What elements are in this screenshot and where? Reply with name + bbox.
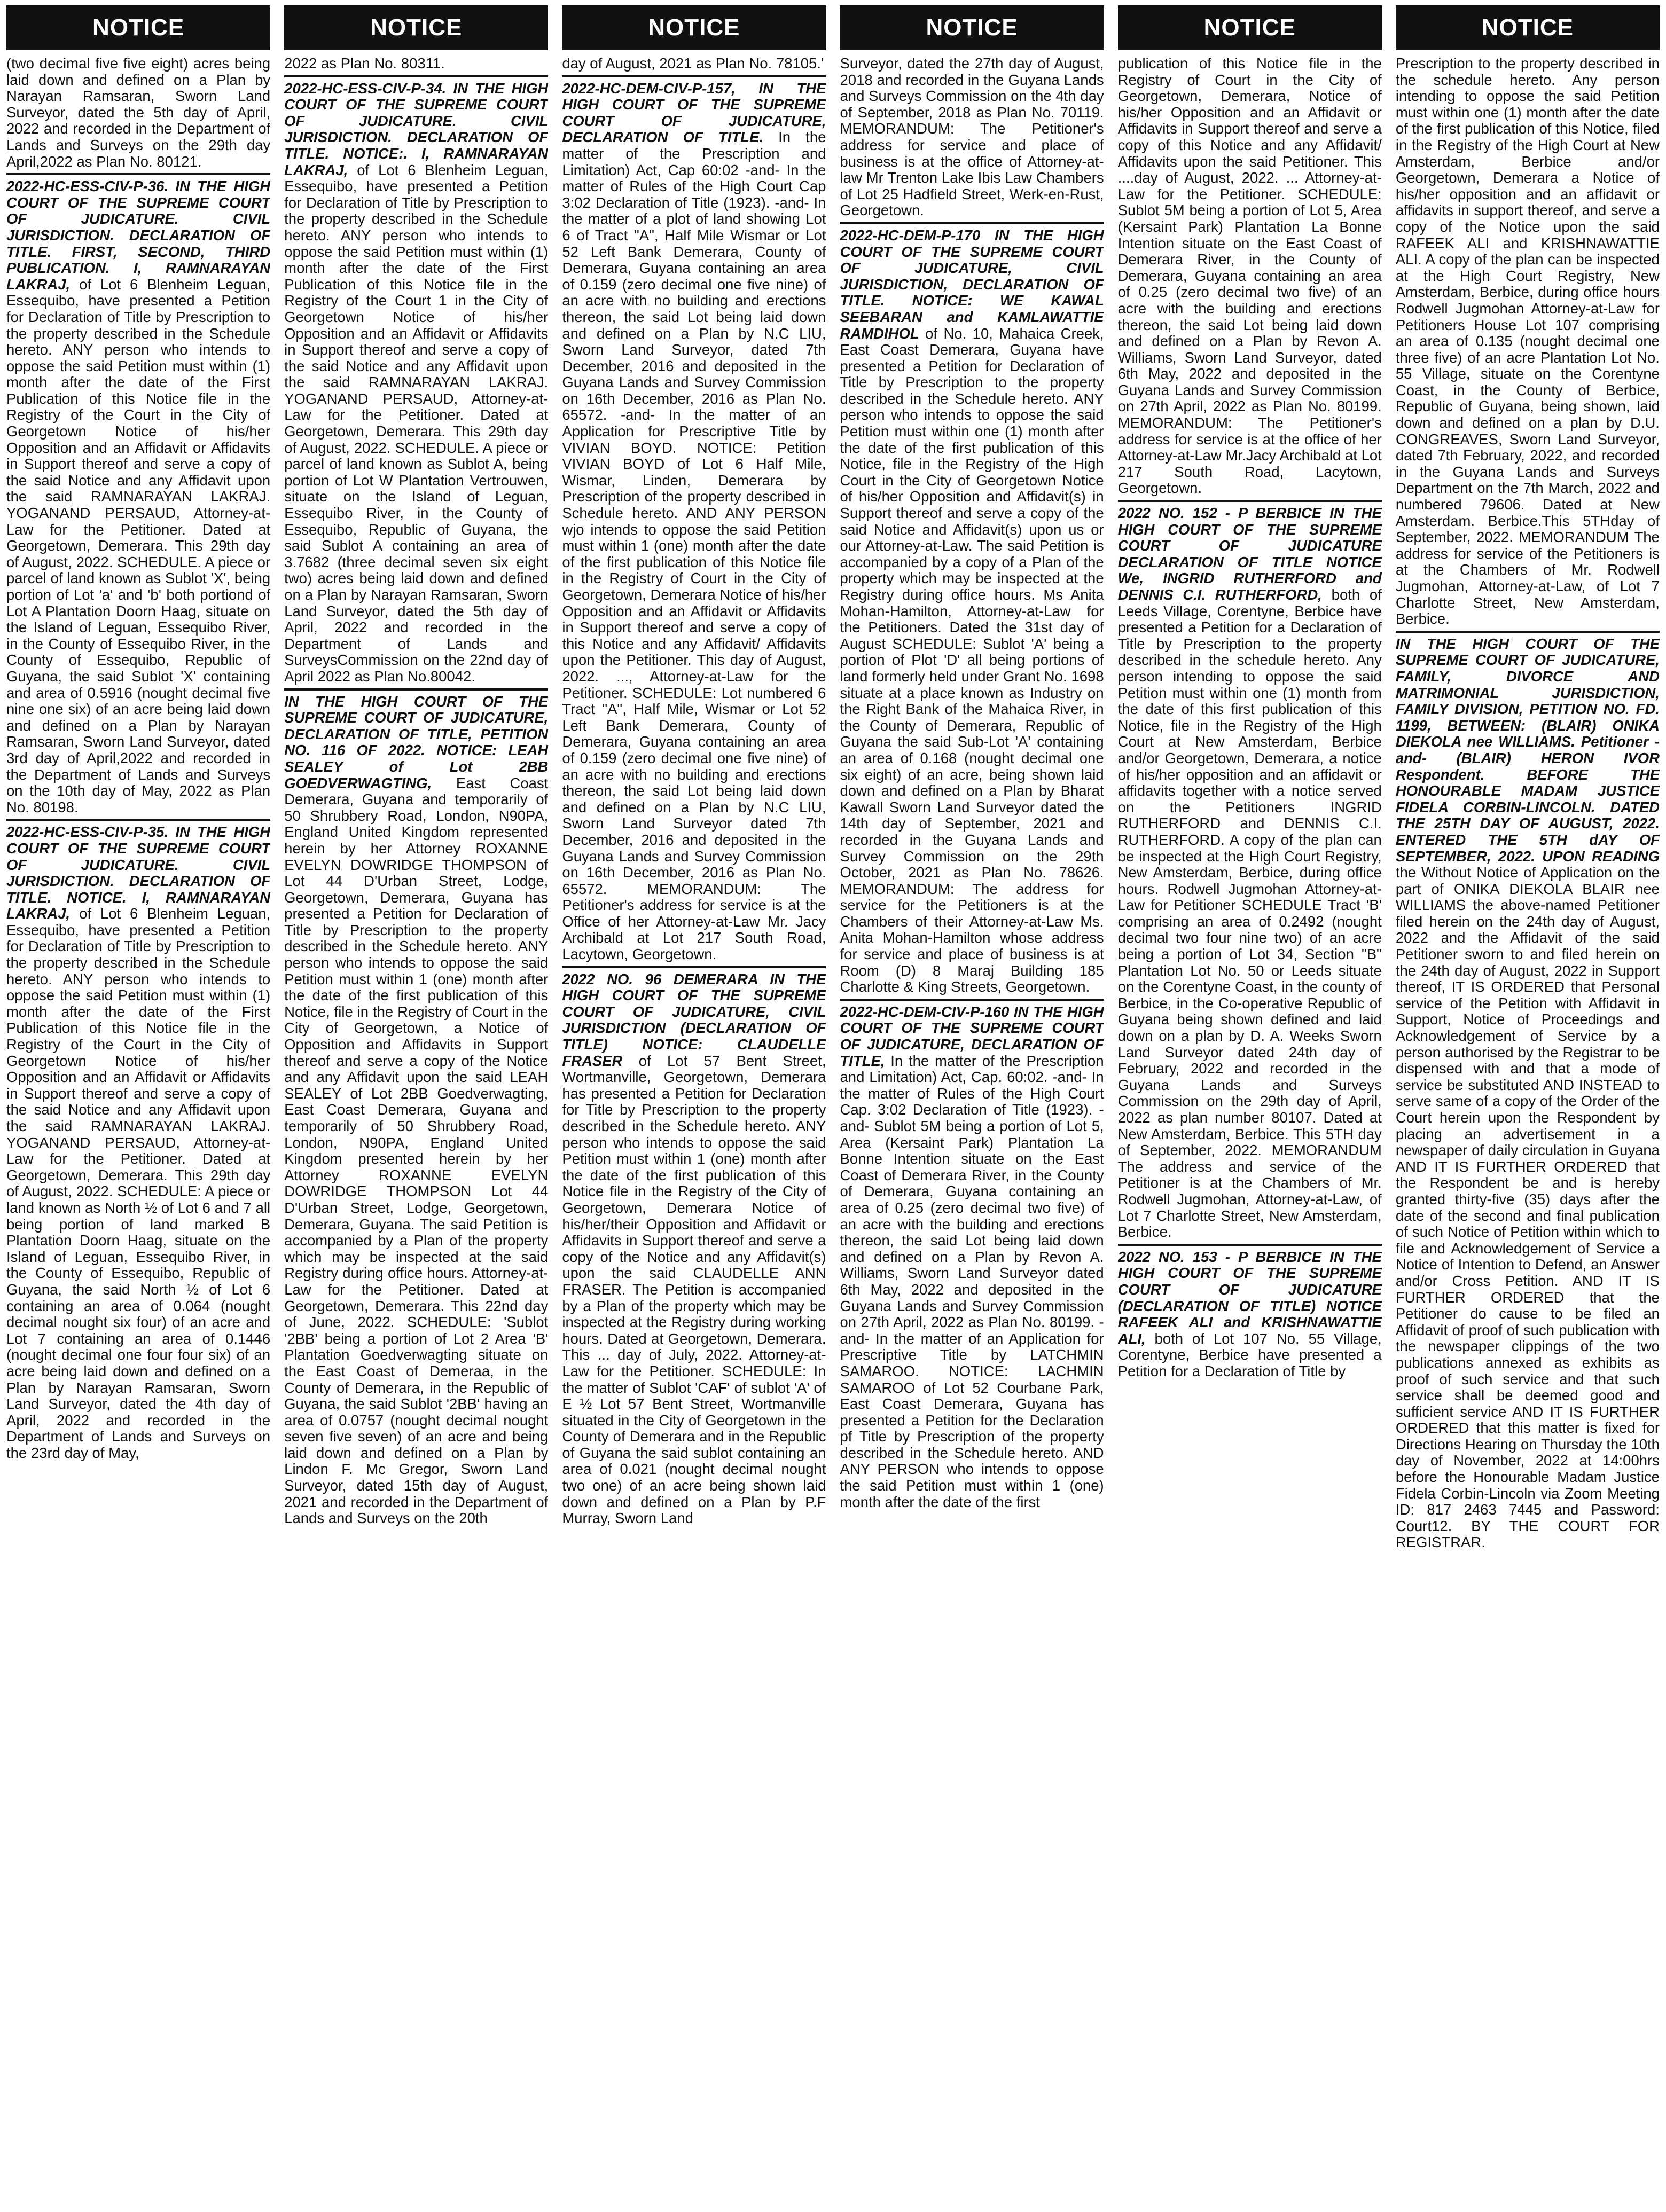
divider — [562, 75, 826, 77]
divider — [840, 222, 1104, 224]
notice-text: In the matter of the Prescription and Limitation) Act, Cap. 60:02. -and- In the matter of Rules of the High Court Cap. 3:02 Declaration of Title (1923). -and- Sublot 5M being a portion of Lot 5, Area (Kersaint Park) Plantation La Bonne Intention situate on the East Coast of Demerara River, in the County of Demerara, Guyana containing an area of 0.25 (zero decimal two five) of an acre with the building and erections thereon, the said Lot being laid down and defined on a Plan by Revon A. Williams, Sworn Land Surveyor dated 6th May, 2022 and deposited in the Guyana Lands and Survey Commission on 27th April, 2022 as Plan No. 80199. -and- In the matter of an Application for Prescriptive Title by LATCHMIN SAMAROO. NOTICE: LACHMIN SAMAROO of Lot 52 Courbane Park, East Coast Demerara, Guyana has presented a Petition for the Declaration pf Title by Prescription of the property described in the Schedule hereto. AND ANY PERSON who intends to oppose the said Petition must within 1 (one) month after the date of the first — [840, 1052, 1104, 1510]
notice-continuation — [562, 56, 826, 72]
notice — [1118, 1249, 1382, 1380]
notice-heading: 2022 NO. 152 - P BERBICE IN THE HIGH COURT OF THE SUPREME COURT OF JUDICATURE DECLARATION OF TITLE NOTICE We, INGRID RUTHERFORD and DENNIS C.I. RUTHERFORD, — [1117, 505, 1382, 603]
notice-heading: 2022-HC-DEM-P-170 IN THE HIGH COURT OF THE SUPREME COURT OF JUDICATURE, CIVIL JURISDICTION, DECLARATION OF TITLE. NOTICE: WE KAWAL SEEBARAN and KAMLAWATTIE RAMDIHOL — [840, 226, 1104, 342]
notice-heading: 2022-HC-ESS-CIV-P-36. IN THE HIGH COURT OF THE SUPREME COURT OF JUDICATURE. CIVIL JURISDICTION. DECLARATION OF TITLE. FIRST, SECOND, THIRD PUBLICATION. I, RAMNARAYAN LAKRAJ, — [6, 178, 271, 293]
notice-text: both of Lot 107 No. 55 Village, Corentyne, Berbice have presented a Petition for a Declaration of Title by — [1117, 1330, 1382, 1379]
divider — [1118, 1244, 1382, 1246]
column-body — [284, 56, 548, 1527]
divider — [1118, 500, 1382, 502]
notice-text: of Lot 57 Bent Street, Wortmanville, Georgetown, Demerara has presented a Petition for Declaration for Title by Prescription to the property described in the Schedule hereto. ANY person who intends to oppose the said Petition must within 1 (one) month after the date of the first publication of this Notice file in the Registry of the City of Georgetown, Demerara Notice of his/her/their Opposition and Affidavit or Affidavits in Support thereof and serve a copy of the Notice and any Affidavit(s) upon the said CLAUDELLE ANN FRASER. The Petition is accompanied by a Plan of the property which may be inspected at the Registry during working hours. Dated at Georgetown, Demerara. This ... day of July, 2022. Attorney-at-Law for the Petitioner. SCHEDULE: In the matter of Sublot 'CAF' of sublot 'A' of E ½ Lot 57 Bent Street, Wortmanville situated in the City of Georgetown in the County of Demerara and in the Republic of Guyana the said sublot containing an area of 0.021 (nought decimal nought two one) of an acre being shown laid down and defined on a Plan by P.F Murray, Sworn Land — [562, 1052, 826, 1527]
notice-heading: 2022-HC-DEM-CIV-P-157, IN THE HIGH COURT OF THE SUPREME COURT OF JUDICATURE, DECLARATION OF TITLE. — [562, 80, 826, 146]
notice — [840, 1004, 1104, 1510]
notice-heading: 2022-HC-ESS-CIV-P-35. IN THE HIGH COURT OF THE SUPREME COURT OF JUDICATURE. CIVIL JURISDICTION. DECLARATION OF TITLE. NOTICE. I, RAMNARAYAN LAKRAJ, — [6, 823, 271, 922]
notice-heading: IN THE HIGH COURT OF THE SUPREME COURT OF JUDICATURE, FAMILY, DIVORCE AND MATRIMONIAL JURISDICTION, FAMILY DIVISION, PETITION NO. FD. 1199, BETWEEN: (BLAIR) ONIKA DIEKOLA nee WILLIAMS. Petitioner -and- (BLAIR) HERON IVOR Respondent. BEFORE THE HONOURABLE MADAM JUSTICE FIDELA CORBIN-LINCOLN. DATED THE 25TH DAY OF AUGUST, 2022. ENTERED THE 5TH dAY OF SEPTEMBER, 2022. UPON READING — [1395, 635, 1660, 865]
notice-text: of Lot 6 Blenheim Leguan, Essequibo, have presented a Petition for Declaration of Title by Prescription to the property described in the Schedule hereto. ANY person who intends to oppose the said Petition must within (1) month after the date of the First Publication of this Notice file in the Registry of the Court in the City of Georgetown Notice of his/her Opposition and an Affidavit or Affidavits in Support thereof and serve a copy of the said Notice and any Affidavit upon the said RAMNARAYAN LAKRAJ. YOGANAND PERSAUD, Attorney-at-Law for the Petitioner. Dated at Georgetown, Demerara. This 29th day of August, 2022. SCHEDULE: A piece or land known as North ½ of Lot 6 and 7 all being portion of land marked B Plantation Doorn Haag, situate on the Island of Leguan, Essequibo River, in the County of Essequibo, Republic of Guyana, the said North ½ of Lot 6 containing an area of 0.064 (nought decimal nought six four) of an acre and Lot 7 containing an area of 0.1446 (nought decimal one four four six) of an acre being laid down and defined on a Plan by Narayan Ramsaran, Sworn Land Surveyor, dated the 4th day of April, 2022 and recorded in the Department of Lands and Surveys on the 23rd day of May, — [6, 905, 271, 1461]
divider — [284, 75, 548, 77]
notice — [1118, 505, 1382, 1241]
notice — [284, 694, 548, 1527]
notice — [6, 824, 270, 1461]
notice-text: (two decimal five five eight) acres being laid down and defined on a Plan by Narayan Ramsaran, Sworn Land Surveyor, dated the 5th day of April, 2022 and recorded in the Department of Lands and Surveys on the 29th day April,2022 as Plan No. 80121. — [6, 55, 271, 170]
column-body — [1396, 56, 1660, 1551]
notice-text: of Lot 6 Blenheim Leguan, Essequibo, have presented a Petition for Declaration of Title by Prescription to the property described in the Schedule hereto. ANY person who intends to oppose the said Petition must within (1) month after the date of the First Publication of this Notice file in the Registry of the Court in the City of Georgetown Notice of his/her Opposition and an Affidavit or Affidavits in Support thereof and serve a copy of the said Notice and any Affidavit upon the said RAMNARAYAN LAKRAJ. YOGANAND PERSAUD, Attorney-at-Law for the Petitioner. Dated at Georgetown, Demerara. This 29th day of August, 2022. SCHEDULE. A piece or parcel of land known as Sublot 'X', being portion of Lot 'a' and 'b' both portiond of Lot A Plantation Doorn Haag, situate on the Island of Leguan, Essequibo River, in the County of Essequibo River, in the County of Essequibo, Republic of Guyana, the said Sublot 'X' containing and area of 0.5916 (nought decimal five nine one six) of an acre being laid down and defined on a Plan by Narayan Ramsaran, Sworn Land Surveyor, dated 3rd day of April,2022 and recorded in the Department of Lands and Surveys on the 10th day of May, 2022 as Plan No. 80198. — [6, 276, 271, 815]
column-body — [1118, 56, 1382, 1380]
notice-text: day of August, 2021 as Plan No. 78105.' — [562, 55, 824, 72]
divider — [562, 966, 826, 968]
notice-header: NOTICE — [284, 5, 548, 50]
column-5 — [1118, 5, 1382, 2206]
notice-text: of No. 10, Mahaica Creek, East Coast Demerara, Guyana have presented a Petition for Declaration of Title by Prescription to the property described in the Schedule hereto. ANY person who intends to oppose the said Petition must within one (1) month after the date of the first publication of this Notice, file in the Registry of the High Court in the City of Georgetown Notice of his/her Opposition and Affidavit(s) in Support thereof and serve a copy of the said Notice and Affidavit(s) upon us or our Attorney-at-Law. The said Petition is accompanied by a copy of a Plan of the property which may be inspected at the Registry during office hours. Ms Anita Mohan-Hamilton, Attorney-at-Law for the Petitioners. Dated the 31st day of August SCHEDULE: Sublot 'A' being a portion of Plot 'D' all being portions of land formerly held under Grant No. 1698 situate at a place known as Industry on the Right Bank of the Mahaica River, in the County of Demerara, Republic of Guyana the said Sub-Lot 'A' containing an area of 0.168 (nought decimal one six eight) of an acre, being shown laid down and defined on a Plan by Bharat Kawall Sworn Land Surveyor dated the 14th day of September, 2021 and recorded in the Guyana Lands and Survey Commission on the 29th October, 2021 as Plan No. 78626. MEMORANDUM: The address for service for the Petitioners is at the Chambers of their Attorney-at-Law Ms. Anita Mohan-Hamilton whose address for service and place of business is at Room (D) 8 Maraj Building 185 Charlotte & King Streets, Georgetown. — [840, 325, 1104, 995]
notice-text: Surveyor, dated the 27th day of August, 2018 and recorded in the Guyana Lands and Surveys Commission on the 4th day of September, 2018 as Plan No. 70119. MEMORANDUM: The Petitioner's address for service and place of business is at the office of Attorney-at-law Mr Trenton Lake Ibis Law Chambers of Lot 25 Hadfield Street, Werk-en-Rust, Georgetown. — [840, 55, 1104, 219]
divider — [6, 819, 270, 821]
notice-heading: 2022-HC-DEM-CIV-P-160 IN THE HIGH COURT OF THE SUPREME COURT OF JUDICATURE, DECLARATION OF TITLE, — [840, 1003, 1104, 1069]
column-4 — [840, 5, 1104, 2206]
notice — [562, 971, 826, 1527]
notice-text: Prescription to the property described in the schedule hereto. Any person intending to oppose the said Petition must within one (1) month after the date of the first publication of this Notice, filed in the Registry of the High Court at New Amsterdam, Berbice and/or Georgetown, Demerara a Notice of his/her opposition and an affidavit or affidavits in support thereof, and serve a copy of the Notice upon the said RAFEEK ALI and KRISHNAWATTIE ALI. A copy of the plan can be inspected at the High Court Registry, New Amsterdam, Berbice, during office hours Rodwell Jugmohan Attorney-at-Law for Petitioners House Lot 107 comprising an area of 0.135 (nought decimal one three five) of an acre Plantation Lot No. 55 Village, situate on the Corentyne Coast, in the County of Berbice, Republic of Guyana, being shown, laid down and defined on a plan by D.U. CONGREAVES, Sworn Land Surveyor, dated 7th February, 2022, and recorded in the Guyana Lands and Surveys Department on the 7th March, 2022 and numbered 79606. Dated at New Amsterdam. Berbice.This 5THday of September, 2022. MEMORANDUM The address for service of the Petitioners is at the Chambers of Mr. Rodwell Jugmohan, Attorney-at-Law, of Lot 7 Charlotte Street, New Amsterdam, Berbice. — [1395, 55, 1660, 627]
notice-heading: 2022 NO. 153 - P BERBICE IN THE HIGH COURT OF THE SUPREME COURT OF JUDICATURE (DECLARATION OF TITLE) NOTICE RAFEEK ALI and KRISHNAWATTIE ALI, — [1117, 1248, 1382, 1347]
notice-continuation — [284, 56, 548, 72]
notice-heading: 2022-HC-ESS-CIV-P-34. IN THE HIGH COURT OF THE SUPREME COURT OF JUDICATURE. CIVIL JURISDICTION. DECLARATION OF TITLE. NOTICE:. I, RAMNARAYAN LAKRAJ, — [284, 80, 549, 178]
divider — [284, 688, 548, 691]
column-6 — [1396, 5, 1660, 2206]
divider — [1396, 631, 1660, 633]
column-body — [562, 56, 826, 1527]
notice-text: East Coast Demerara, Guyana and temporarily of 50 Shrubbery Road, London, N90PA, England United Kingdom represented herein by her Attorney ROXANNE EVELYN DOWRIDGE THOMPSON of Lot 44 D'Urban Street, Lodge, Georgetown, Demerara, Guyana has presented a Petition for Declaration of Title by Prescription to the property described in the Schedule hereto. ANY person who intends to oppose the said Petition must within 1 (one) month after the date of the first publication of this Notice, file in the Registry of Court in the City of Georgetown, a Notice of Opposition and Affidavits in Support thereof and serve a copy of the Notice and any Affidavit upon the said LEAH SEALEY of Lot 2BB Goedverwagting, East Coast Demerara, Guyana and temporarily of 50 Shrubbery Road, London, N90PA, England United Kingdom presented herein by her Attorney ROXANNE EVELYN DOWRIDGE THOMPSON Lot 44 D'Urban Street, Lodge, Georgetown, Demerara, Guyana. The said Petition is accompanied by a Plan of the property which may be inspected at the said Registry during office hours. Attorney-at-Law for the Petitioner. Dated at Georgetown, Demerara. This 22nd day of June, 2022. SCHEDULE: 'Sublot '2BB' being a portion of Lot 2 Area 'B' Plantation Goedverwagting situate on the East Coast of Demeraa, in the County of Demerara, in the Republic of Guyana, the said Sublot '2BB' having an area of 0.0757 (nought decimal nought seven five seven) of an acre and being laid down and defined on a Plan by Lindon F. Mc Gregor, Sworn Land Surveyor, dated 15th day of August, 2021 and recorded in the Department of Lands and Surveys on the 20th — [284, 774, 549, 1527]
notice-header: NOTICE — [562, 5, 826, 50]
notice-header: NOTICE — [840, 5, 1104, 50]
notice-heading: 2022 NO. 96 DEMERARA IN THE HIGH COURT OF THE SUPREME COURT OF JUDICATURE, CIVIL JURISDICTION (DECLARATION OF TITLE) NOTICE: CLAUDELLE FRASER — [562, 970, 826, 1069]
notice — [284, 81, 548, 685]
notice-text: 2022 as Plan No. 80311. — [284, 55, 445, 72]
column-body — [6, 56, 270, 1461]
notice-header: NOTICE — [6, 5, 270, 50]
notice-text: publication of this Notice file in the Registry of Court in the City of Georgetown, Demerara, Notice of his/her Opposition and an Affidavit or Affidavits in Support thereof and serve a copy of this Notice and any Affidavit/ Affidavits upon the said Petitioner. This ....day of August, 2022. ... Attorney-at-Law for the Petitioner. SCHEDULE: Sublot 5M being a portion of Lot 5, Area (Kersaint Park) Plantation La Bonne Intention situate on the East Coast of Demerara River, in the County of Demerara, Guyana containing an area of 0.25 (zero decimal two five) of an acre with the building and erections thereon, the said Lot being laid down and defined on a Plan by Revon A. Williams, Sworn Land Surveyor, dated 6th May, 2022 and deposited in the Guyana Lands and Survey Commission on 27th April, 2022 as Plan No. 80199. MEMORANDUM: The Petitioner's address for service is at the office of her Attorney-at-Law Mr.Jacy Archibald at Lot 217 South Road, Lacytown, Georgetown. — [1117, 55, 1382, 497]
notice-text: the Without Notice of Application on the part of ONIKA DIEKOLA BLAIR nee WILLIAMS the above-named Petitioner filed herein on the 24th day of August, 2022 and the Affidavit of the said Petitioner sworn to and filed herein on the 24th day of August, 2022 in Support thereof, IT IS ORDERED that Personal service of the Petition with Affidavit in Support, Notice of Proceedings and Acknowledgement of Service by a person authorised by the Registrar to be dispensed with and that a mode of service be substituted AND INSTEAD to serve same of a copy of the Order of the Court herein upon the Respondent by placing an advertisement in a newspaper of daily circulation in Guyana AND IT IS FURTHER ORDERED that the Respondent be and is hereby granted thirty-five (35) days after the date of the second and final publication of such Notice of Petition within which to file and Acknowledgement of Service a Notice of Intention to Defend, an Answer and/or Cross Petition. AND IT IS FURTHER ORDERED that the Petitioner do cause to be filed an Affidavit of proof of such publication with the newspaper clippings of the two publications annexed as exhibits as proof of such service and that such service shall be deemed good and sufficient service AND IT IS FURTHER ORDERED that this matter is fixed for Directions Hearing on Thursday the 10th day of November, 2022 at 14:00hrs before the Honourable Madam Justice Fidela Corbin-Lincoln via Zoom Meeting ID: 817 2463 7445 and Password: Court12. BY THE COURT FOR REGISTRAR. — [1395, 864, 1660, 1551]
notice-heading: IN THE HIGH COURT OF THE SUPREME COURT OF JUDICATURE, DECLARATION OF TITLE, PETITION NO. 116 OF 2022. NOTICE: LEAH SEALEY of Lot 2BB GOEDVERWAGTING, — [284, 693, 549, 791]
notice-continuation — [840, 56, 1104, 219]
column-2 — [284, 5, 548, 2206]
notice — [6, 178, 270, 815]
notice — [840, 228, 1104, 995]
column-body — [840, 56, 1104, 1510]
notice — [562, 81, 826, 963]
notice-text: In the matter of the Prescription and Limitation) Act, Cap 60:02 -and- In the matter of Rules of the High Court Cap 3:02 Declaration of Title (1923). -and- In the matter of a plot of land showing Lot 6 of Tract "A", Half Mile Wismar or Lot 52 Left Bank Demerara, County of Demerara, Guyana containing an area of 0.159 (zero decimal one five nine) of an acre with no building and erections thereon, the said Lot being laid down and defined on a Plan by N.C LIU, Sworn Land Surveyor, dated 7th December, 2016 and deposited in the Guyana Lands and Survey Commission on 16th December, 2016 as Plan No. 65572. -and- In the matter of an Application for Prescriptive Title by VIVIAN BOYD. NOTICE: Petition VIVIAN BOYD of Lot 6 Half Mile, Wismar, Linden, Demerara by Prescription of the property described in Schedule hereto. AND ANY PERSON wjo intends to oppose the said Petition must within 1 (one) month after the date of the first publication of this Notice file in the Registry of Court in the City of Georgetown, Demerara Notice of his/her Opposition and an Affidavit or Affidavits in Support thereof and serve a copy of this Notice and any Affidavit/ Affidavits upon the Petitioner. This day of August, 2022. ..., Attorney-at-Law for the Petitioner. SCHEDULE: Lot numbered 6 Tract "A", Half Mile, Wismar or Lot 52 Left Bank Demerara, County of Demerara, Guyana containing an area of 0.159 (zero decimal one five nine) of an acre with no building and erections thereon, the said Lot being laid down and defined on a Plan by N.C LIU, Sworn Land Surveyor dated 7th December, 2016 and deposited in the Guyana Lands and Survey Commission on 16th December, 2016 as Plan No. 65572. MEMORANDUM: The Petitioner's address for service is at the Office of her Attorney-at-Law Mr. Jacy Archibald at Lot 217 South Road, Lacytown, Georgetown. — [562, 129, 826, 963]
notice-text: of Lot 6 Blenheim Leguan, Essequibo, have presented a Petition for Declaration of Title by Prescription to the property described in the Schedule hereto. ANY person who intends to oppose the said Petition must within (1) month after the date of the First Publication of this Notice file in the Registry of the Court 1 in the City of Georgetown Notice of his/her Opposition and an Affidavit or Affidavits in Support thereof and serve a copy of the said Notice and any Affidavit upon the said RAMNARAYAN LAKRAJ. YOGANAND PERSAUD, Attorney-at-Law for the Petitioner. Dated at Georgetown, Demerara. This 29th day of August, 2022. SCHEDULE. A piece or parcel of land known as Sublot A, being portion of Lot W Plantation Vertrouwen, situate on the Island of Leguan, Essequibo River, in the County of Essequibo, Republic of Guyana, the said Sublot A containing an area of 3.7682 (three decimal seven six eight two) acres being laid down and defined on a Plan by Narayan Ramsaran, Sworn Land Surveyor, dated the 5th day of April, 2022 and recorded in the Department of Lands and SurveysCommission on the 22nd day of April 2022 as Plan No.80042. — [284, 161, 549, 685]
notice-continuation — [1396, 56, 1660, 627]
column-1 — [6, 5, 270, 2206]
divider — [840, 999, 1104, 1001]
notice-header: NOTICE — [1118, 5, 1382, 50]
notice-header: NOTICE — [1396, 5, 1660, 50]
notice-continuation — [1118, 56, 1382, 497]
divider — [6, 173, 270, 175]
notice — [1396, 636, 1660, 1551]
notice-text: both of Leeds Village, Corentyne, Berbice have presented a Petition for a Declaration of Title by Prescription to the property described in the schedule hereto. Any person intending to oppose the said Petition must within one (1) month from the date of this first publication of this Notice, file in the Registry of the High Court at New Amsterdam, Berbice and/or Georgetown, Demerara, a notice of his/her opposition and an affidavit or affidavits together with a notice served on the Petitioners INGRID RUTHERFORD and DENNIS C.I. RUTHERFORD. A copy of the plan can be inspected at the High Court Registry, New Amsterdam, Berbice, during office hours. Rodwell Jugmohan Attorney-at-Law for Petitioner SCHEDULE Tract 'B' comprising an area of 0.2492 (nought decimal two four nine two) of an acre being a portion of Lot 34, Section "B" Plantation Lot No. 50 or Leeds situate on the Corentyne Coast, in the county of Berbice, in the Co-operative Republic of Guyana being shown defined and laid down on a plan by D. A. Weeks Sworn Land Surveyor dated 24th day of February, 2022 and recorded in the Guyana Lands and Surveys Commission on the 29th day of April, 2022 as plan number 80107. Dated at New Amsterdam, Berbice. This 5TH day of September, 2022. MEMORANDUM The address and service of the Petitioner is at the Chambers of Mr. Rodwell Jugmohan, Attorney-at-Law, of Lot 7 Charlotte Street, New Amsterdam, Berbice. — [1117, 586, 1382, 1241]
column-3 — [562, 5, 826, 2206]
notice-continuation — [6, 56, 270, 170]
